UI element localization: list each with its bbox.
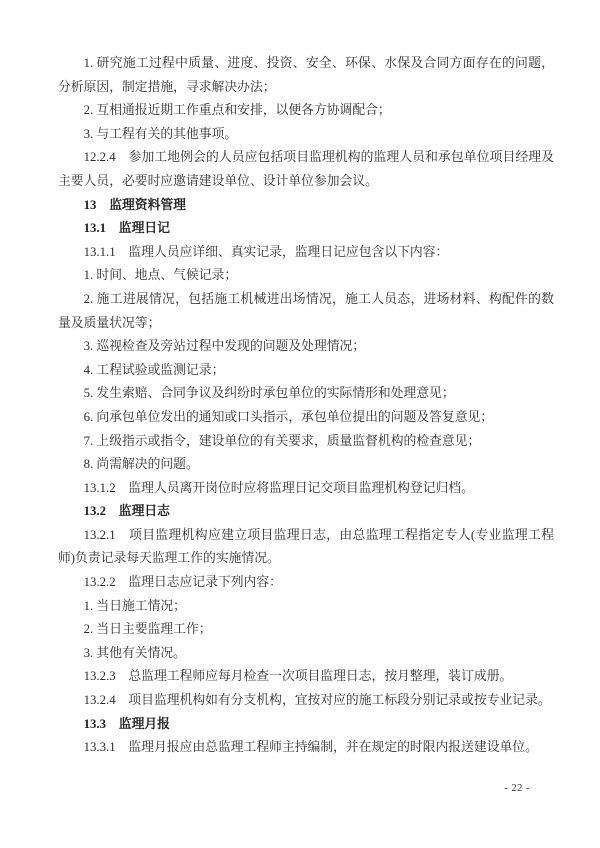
page-number: - 22 - xyxy=(504,783,530,794)
paragraph: 13.2.4 项目监理机构如有分支机构，宜按对应的施工标段分别记录或按专业记录。 xyxy=(83,693,551,708)
paragraph: 2. 当日主要监理工作； xyxy=(83,622,212,637)
paragraph: 4. 工程试验或监测记录； xyxy=(83,362,225,377)
section-heading: 13.2 监理日志 xyxy=(83,504,170,519)
section-heading: 13.3 监理月报 xyxy=(83,716,170,731)
paragraph: 7. 上级指示或指令，建设单位的有关要求，质量监督机构的检查意见； xyxy=(83,433,481,448)
paragraph: 1. 当日施工情况； xyxy=(83,598,186,613)
paragraph: 2. 互相通报近期工作重点和安排，以便各方协调配合； xyxy=(83,103,391,118)
section-heading: 13 监理资料管理 xyxy=(83,197,186,212)
paragraph: 2. 施工进展情况，包括施工机械进出场情况，施工人员态，进场材料、构配件的数量及质量状况等； xyxy=(58,291,554,330)
paragraph: 13.2.2 监理日志应记录下列内容： xyxy=(83,575,282,590)
paragraph: 3. 其他有关情况。 xyxy=(83,645,186,660)
paragraph: 1. 研究施工过程中质量、进度、投资、安全、环保、水保及合同方面存在的问题，分析原因，制定措施，寻求解决办法； xyxy=(58,56,554,94)
paragraph: 8. 尚需解决的问题。 xyxy=(83,457,199,472)
paragraph: 13.2.1 项目监理机构应建立项目监理日志，由总监理工程指定专人(专业监理工程师)负责记录每天监理工作的实施情况。 xyxy=(58,527,554,566)
paragraph: 3. 与工程有关的其他事项。 xyxy=(83,126,238,141)
paragraph: 13.1.1 监理人员应详细、真实记录，监理日记应包含以下内容： xyxy=(83,244,449,259)
paragraph: 3. 巡视检查及旁站过程中发现的问题及处理情况； xyxy=(83,339,366,354)
paragraph: 13.3.1 监理月报应由总监理工程师主持编制，并在规定的时限内报送建设单位。 xyxy=(83,740,538,755)
paragraph: 1. 时间、地点、气候记录； xyxy=(83,268,238,283)
document-body xyxy=(58,52,554,760)
paragraph: 12.2.4 参加工地例会的人员应包括项目监理机构的监理人员和承包单位项目经理及主要人员，必要时应邀请建设单位、设计单位参加会议。 xyxy=(58,150,554,188)
paragraph: 6. 向承包单位发出的通知或口头指示，承包单位提出的问题及答复意见； xyxy=(83,409,494,424)
section-heading: 13.1 监理日记 xyxy=(83,221,170,236)
paragraph: 5. 发生索赔、合同争议及纠纷时承包单位的实际情形和处理意见； xyxy=(83,386,455,401)
paragraph: 13.1.2 监理人员离开岗位时应将监理日记交项目监理机构登记归档。 xyxy=(83,480,474,495)
paragraph: 13.2.3 总监理工程师应每月检查一次项目监理日志，按月整理，装订成册。 xyxy=(83,669,513,684)
